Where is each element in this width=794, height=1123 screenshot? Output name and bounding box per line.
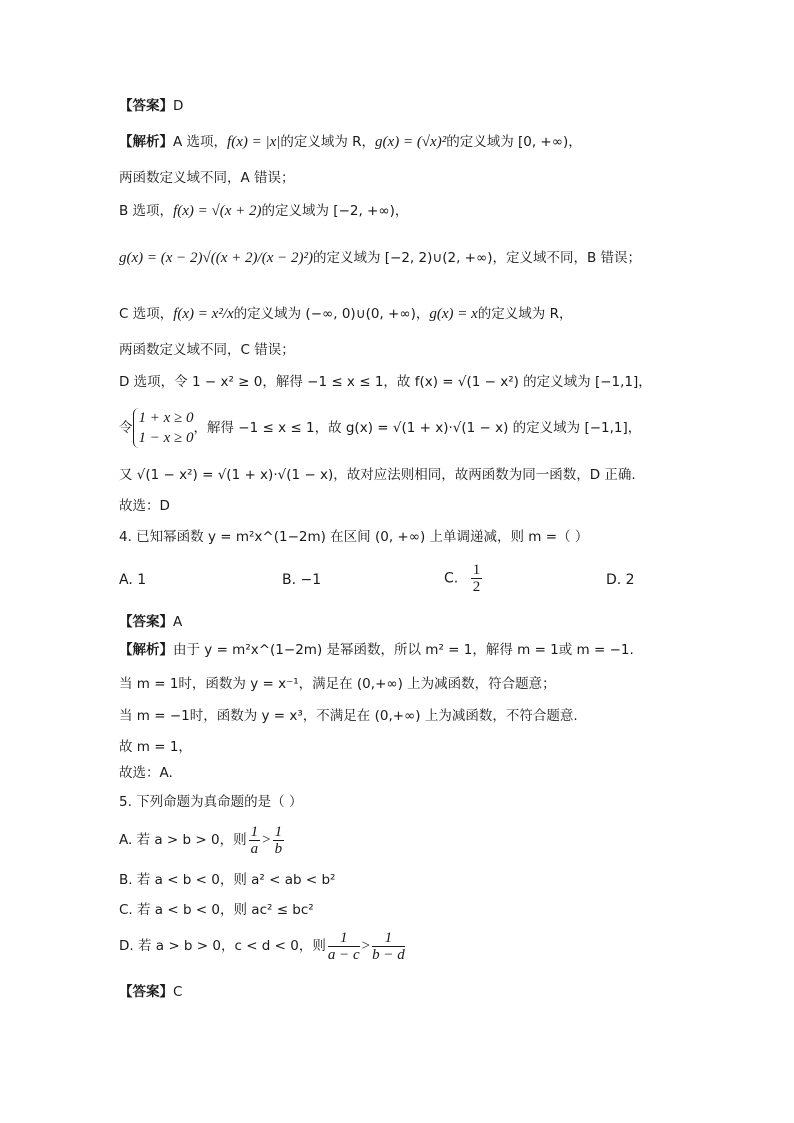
text: 的定义域为 [0, +∞)， bbox=[446, 134, 582, 150]
text: 的定义域为 [−2, +∞)， bbox=[261, 203, 409, 219]
relation: > bbox=[262, 832, 271, 848]
text: 的定义域为 R， bbox=[280, 134, 376, 150]
frac-num: 1 bbox=[250, 823, 259, 840]
formula: g(x) = x bbox=[429, 306, 478, 322]
q4-stem: 4. 已知幂函数 y = m²x^(1−2m) 在区间 (0, +∞) 上单调递减，则 m =（ ） bbox=[119, 529, 589, 545]
frac-den: b bbox=[274, 840, 283, 857]
frac-num: 1 bbox=[472, 562, 481, 578]
q5-option-b: B. 若 a < b < 0，则 a² < ab < b² bbox=[119, 872, 336, 888]
frac-num: 1 bbox=[274, 823, 283, 840]
q3-analysis-d1: D 选项，令 1 − x² ≥ 0，解得 −1 ≤ x ≤ 1，故 f(x) = √(1 − x²) 的定义域为 [−1,1]， bbox=[119, 374, 652, 390]
text: 的定义域为 [−2, 2)∪(2, +∞)，定义域不同，B 错误； bbox=[312, 250, 642, 266]
text: 的定义域为 (−∞, 0)∪(0, +∞)， bbox=[233, 306, 430, 322]
option-c-label: C. bbox=[444, 570, 459, 587]
text: D. 若 a > b > 0，c < d < 0，则 bbox=[119, 938, 326, 954]
q3-analysis-b1 bbox=[119, 201, 408, 221]
q4-option-d: D. 2 bbox=[606, 572, 635, 588]
frac-den: b − d bbox=[372, 946, 405, 963]
option-c-fraction bbox=[471, 562, 483, 595]
answer-value: C bbox=[173, 984, 183, 1000]
relation: > bbox=[361, 938, 371, 954]
text: A 选项， bbox=[173, 134, 228, 150]
analysis-tag: 【解析】 bbox=[119, 642, 173, 658]
q5-answer-line bbox=[119, 982, 182, 1002]
frac-num: 1 bbox=[372, 930, 405, 947]
q5-stem: 5. 下列命题为真命题的是（ ） bbox=[119, 794, 303, 810]
text: 由于 y = m²x^(1−2m) 是幂函数，所以 m² = 1，解得 m = 1或 m = −1. bbox=[173, 642, 634, 658]
text: 的定义域为 R， bbox=[477, 306, 573, 322]
q4-analysis-4: 故 m = 1， bbox=[119, 739, 192, 755]
q4-option-b: B. −1 bbox=[282, 572, 322, 588]
answer-value: A bbox=[173, 614, 183, 630]
system-row-1: 1 + x ≥ 0 bbox=[138, 410, 194, 426]
frac-den: a − c bbox=[327, 946, 360, 963]
text: 令 bbox=[119, 420, 133, 436]
q4-option-a: A. 1 bbox=[119, 572, 147, 588]
formula: f(x) = x²/x bbox=[173, 306, 234, 322]
frac-den: 2 bbox=[472, 579, 481, 595]
analysis-tag: 【解析】 bbox=[119, 134, 173, 150]
q3-answer-line bbox=[119, 96, 183, 116]
frac-den: a bbox=[250, 840, 259, 857]
fraction bbox=[249, 824, 261, 857]
formula: f(x) = √(x + 2) bbox=[173, 203, 262, 219]
q3-analysis-d2 bbox=[119, 408, 641, 448]
q5-option-a bbox=[119, 822, 286, 858]
q4-analysis-3: 当 m = −1时，函数为 y = x³，不满足在 (0,+∞) 上为减函数，不符合题意. bbox=[119, 708, 578, 724]
q3-analysis-a1 bbox=[119, 132, 582, 152]
q4-analysis-1 bbox=[119, 640, 634, 660]
fraction bbox=[273, 824, 285, 857]
fraction bbox=[372, 930, 405, 963]
q3-analysis-c1 bbox=[119, 304, 572, 324]
text: C 选项， bbox=[119, 306, 174, 322]
text: B 选项， bbox=[119, 203, 174, 219]
answer-value: D bbox=[173, 98, 184, 114]
q3-choose: 故选：D bbox=[119, 498, 170, 514]
q4-answer-line bbox=[119, 612, 182, 632]
answer-tag: 【答案】 bbox=[119, 98, 173, 114]
frac-num: 1 bbox=[328, 930, 360, 947]
inequality-system bbox=[133, 408, 194, 448]
q5-option-c: C. 若 a < b < 0，则 ac² ≤ bc² bbox=[119, 902, 314, 918]
q5-option-d bbox=[119, 928, 407, 964]
formula: g(x) = (√x)² bbox=[375, 134, 447, 150]
formula: g(x) = (x − 2)√((x + 2)/(x − 2)²) bbox=[119, 250, 313, 266]
fraction bbox=[328, 930, 360, 963]
q4-option-c bbox=[444, 562, 484, 595]
q3-analysis-d3: 又 √(1 − x²) = √(1 + x)·√(1 − x)，故对应法则相同，故两函数为同一函数，D 正确. bbox=[119, 467, 636, 483]
q3-analysis-a2: 两函数定义域不同，A 错误； bbox=[119, 170, 295, 186]
q3-analysis-c2: 两函数定义域不同，C 错误； bbox=[119, 342, 295, 358]
answer-tag: 【答案】 bbox=[119, 984, 173, 1000]
q4-choose: 故选：A. bbox=[119, 765, 173, 781]
system-row-2: 1 − x ≥ 0 bbox=[138, 430, 194, 446]
text: A. 若 a > b > 0，则 bbox=[119, 832, 247, 848]
answer-tag: 【答案】 bbox=[119, 614, 173, 630]
q4-analysis-2: 当 m = 1时，函数为 y = x⁻¹，满足在 (0,+∞) 上为减函数，符合题意； bbox=[119, 676, 556, 692]
formula: f(x) = |x| bbox=[227, 134, 281, 150]
q3-analysis-b2 bbox=[119, 248, 641, 268]
text: ，解得 −1 ≤ x ≤ 1，故 g(x) = √(1 + x)·√(1 − x) 的定义域为 [−1,1]， bbox=[193, 420, 642, 436]
